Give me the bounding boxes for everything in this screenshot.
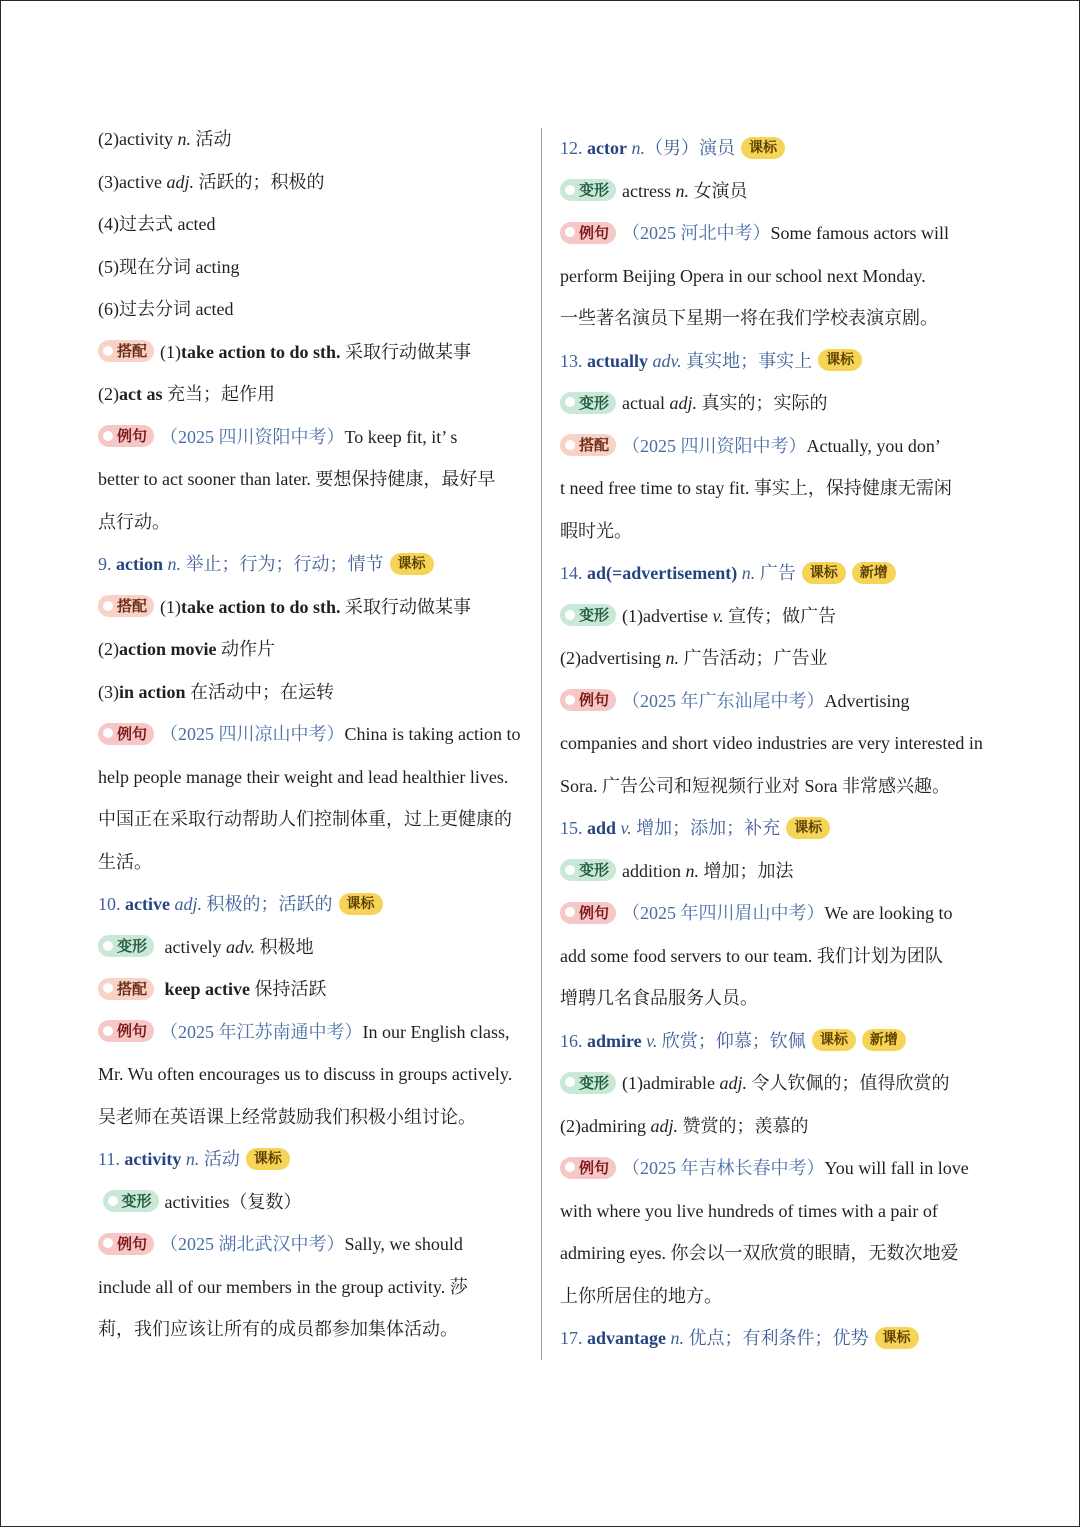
example-line: 莉，我们应该让所有的成员都参加集体活动。 bbox=[98, 1319, 458, 1339]
example-tag: 例句 bbox=[98, 1020, 154, 1042]
example-line: 上你所居住的地方。 bbox=[560, 1285, 722, 1306]
example-line: admiring eyes. 你会以一双欣赏的眼睛，无数次地爱 bbox=[560, 1243, 959, 1263]
example-line: 生活。 bbox=[98, 851, 152, 872]
variant-tag: 变形 bbox=[560, 859, 616, 881]
collocation-tag: 搭配 bbox=[98, 595, 154, 617]
curriculum-badge: 课标 bbox=[786, 817, 830, 839]
example-tag: 例句 bbox=[98, 425, 154, 447]
curriculum-badge: 课标 bbox=[818, 349, 862, 371]
example-line: with where you live hundreds of times with a pair of bbox=[560, 1200, 938, 1221]
example-line: 例句 （2025 河北中考）Some famous actors will bbox=[560, 212, 990, 255]
collocation-line: 搭配 (1)take action to do sth. 采取行动做某事 bbox=[98, 586, 526, 629]
exam-source: （2025 四川资阳中考） bbox=[160, 426, 345, 447]
collocation-tag: 搭配 bbox=[560, 434, 616, 456]
new-word-badge: 新增 bbox=[862, 1029, 906, 1051]
collocation-tag: 搭配 bbox=[98, 978, 154, 1000]
example-line: companies and short video industries are very interested in bbox=[560, 733, 983, 753]
variant-tag: 变形 bbox=[560, 604, 616, 626]
collocation-tag: 搭配 bbox=[98, 340, 154, 362]
curriculum-badge: 课标 bbox=[246, 1148, 290, 1170]
example-line: help people manage their weight and lead healthier lives. bbox=[98, 766, 509, 787]
example-line: add some food servers to our team. 我们计划为团队 bbox=[560, 945, 943, 966]
exam-source: （2025 年四川眉山中考） bbox=[622, 903, 825, 923]
word-heading-admire: 16. admire v. 欣赏；仰慕；钦佩 课标 新增 bbox=[560, 1020, 990, 1063]
example-line: 例句 （2025 四川资阳中考）To keep fit, it’ s bbox=[98, 416, 526, 459]
word-heading-activity: 11. activity n. 活动 课标 bbox=[98, 1138, 526, 1181]
word-heading-advantage: 17. advantage n. 优点；有利条件；优势 课标 bbox=[560, 1317, 990, 1360]
example-line: t need free time to stay fit. 事实上，保持健康无需闲 bbox=[560, 478, 952, 498]
collocation-line: 搭配 （2025 四川资阳中考）Actually, you don’ bbox=[560, 425, 990, 468]
curriculum-badge: 课标 bbox=[390, 553, 434, 575]
example-line: Mr. Wu often encourages us to discuss in groups actively. bbox=[98, 1064, 513, 1084]
variant-line: 变形 addition n. 增加；加法 bbox=[560, 850, 990, 893]
exam-source: （2025 年吉林长春中考） bbox=[622, 1158, 825, 1178]
word-heading-action: 9. action n. 举止；行为；行动；情节 课标 bbox=[98, 543, 526, 586]
word-heading-active: 10. active adj. 积极的；活跃的 课标 bbox=[98, 883, 526, 926]
curriculum-badge: 课标 bbox=[802, 562, 846, 584]
variant-line: (2)admiring adj. 赞赏的；羡慕的 bbox=[560, 1115, 809, 1136]
variant-line: 变形 (1)advertise v. 宣传；做广告 bbox=[560, 595, 990, 638]
collocation-line: (3)in action 在活动中；在运转 bbox=[98, 681, 335, 702]
curriculum-badge: 课标 bbox=[339, 893, 383, 915]
example-line: 中国正在采取行动帮助人们控制体重，过上更健康的 bbox=[98, 809, 512, 829]
curriculum-badge: 课标 bbox=[875, 1327, 919, 1349]
example-tag: 例句 bbox=[560, 222, 616, 244]
exam-source: （2025 四川凉山中考） bbox=[160, 724, 345, 744]
column-divider bbox=[541, 128, 542, 1360]
collocation-line: (2)act as 充当；起作用 bbox=[98, 384, 275, 404]
exam-source: （2025 年广东汕尾中考） bbox=[622, 690, 825, 711]
word-heading-add: 15. add v. 增加；添加；补充 课标 bbox=[560, 807, 990, 850]
variant-tag: 变形 bbox=[98, 935, 154, 957]
variant-line: 变形 (1)admirable adj. 令人钦佩的；值得欣赏的 bbox=[560, 1062, 990, 1105]
variant-tag: 变形 bbox=[560, 1072, 616, 1094]
entry-line: (2)activity n. 活动 bbox=[98, 129, 232, 149]
example-tag: 例句 bbox=[98, 1233, 154, 1255]
example-line: 例句 （2025 年广东汕尾中考）Advertising bbox=[560, 680, 990, 723]
exam-source: （2025 湖北武汉中考） bbox=[160, 1234, 345, 1254]
collocation-line: (2)action movie 动作片 bbox=[98, 639, 275, 659]
collocation-line: 搭配 (1)take action to do sth. 采取行动做某事 bbox=[98, 331, 526, 374]
variant-tag: 变形 bbox=[560, 179, 616, 201]
example-line: 点行动。 bbox=[98, 511, 170, 532]
new-word-badge: 新增 bbox=[852, 562, 896, 584]
curriculum-badge: 课标 bbox=[812, 1029, 856, 1051]
example-line: perform Beijing Opera in our school next Monday. bbox=[560, 265, 926, 286]
left-column bbox=[98, 118, 526, 1351]
example-line: better to act sooner than later. 要想保持健康，最好早 bbox=[98, 469, 496, 489]
example-line: 例句 （2025 年吉林长春中考）You will fall in love bbox=[560, 1147, 990, 1190]
variant-line: (2)advertising n. 广告活动；广告业 bbox=[560, 648, 828, 668]
exam-source: （2025 年江苏南通中考） bbox=[160, 1021, 363, 1042]
entry-line: (6)过去分词 acted bbox=[98, 299, 234, 319]
collocation-line: 搭配 keep active 保持活跃 bbox=[98, 968, 526, 1011]
word-heading-actor: 12. actor n.（男）演员 课标 bbox=[560, 127, 990, 170]
entry-line: (5)现在分词 acting bbox=[98, 256, 240, 277]
example-line: 例句 （2025 年江苏南通中考）In our English class, bbox=[98, 1011, 526, 1054]
example-tag: 例句 bbox=[560, 1157, 616, 1179]
variant-line: 变形 activities（复数） bbox=[98, 1181, 526, 1224]
example-tag: 例句 bbox=[98, 723, 154, 745]
variant-line: 变形 actress n. 女演员 bbox=[560, 170, 990, 213]
variant-line: 变形 actively adv. 积极地 bbox=[98, 926, 526, 969]
exam-source: （2025 河北中考） bbox=[622, 223, 771, 243]
variant-tag: 变形 bbox=[103, 1190, 159, 1212]
curriculum-badge: 课标 bbox=[741, 137, 785, 159]
variant-line: 变形 actual adj. 真实的；实际的 bbox=[560, 382, 990, 425]
example-line: 暇时光。 bbox=[560, 520, 632, 541]
example-tag: 例句 bbox=[560, 689, 616, 711]
variant-tag: 变形 bbox=[560, 392, 616, 414]
entry-line: (4)过去式 acted bbox=[98, 214, 216, 234]
example-line: 吴老师在英语课上经常鼓励我们积极小组讨论。 bbox=[98, 1106, 476, 1127]
right-column bbox=[560, 127, 990, 1360]
example-line: include all of our members in the group activity. 莎 bbox=[98, 1276, 468, 1297]
example-tag: 例句 bbox=[560, 902, 616, 924]
entry-line: (3)active adj. 活跃的；积极的 bbox=[98, 171, 325, 192]
example-line: 例句 （2025 年四川眉山中考）We are looking to bbox=[560, 892, 990, 935]
example-line: 例句 （2025 四川凉山中考）China is taking action to bbox=[98, 713, 526, 756]
example-line: 例句 （2025 湖北武汉中考）Sally, we should bbox=[98, 1223, 526, 1266]
example-line: 增聘几名食品服务人员。 bbox=[560, 988, 758, 1008]
exam-source: （2025 四川资阳中考） bbox=[622, 435, 807, 456]
word-heading-ad: 14. ad(=advertisement) n. 广告 课标 新增 bbox=[560, 552, 990, 595]
example-line: 一些著名演员下星期一将在我们学校表演京剧。 bbox=[560, 308, 938, 328]
example-line: Sora. 广告公司和短视频行业对 Sora 非常感兴趣。 bbox=[560, 775, 950, 796]
word-heading-actually: 13. actually adv. 真实地；事实上 课标 bbox=[560, 340, 990, 383]
